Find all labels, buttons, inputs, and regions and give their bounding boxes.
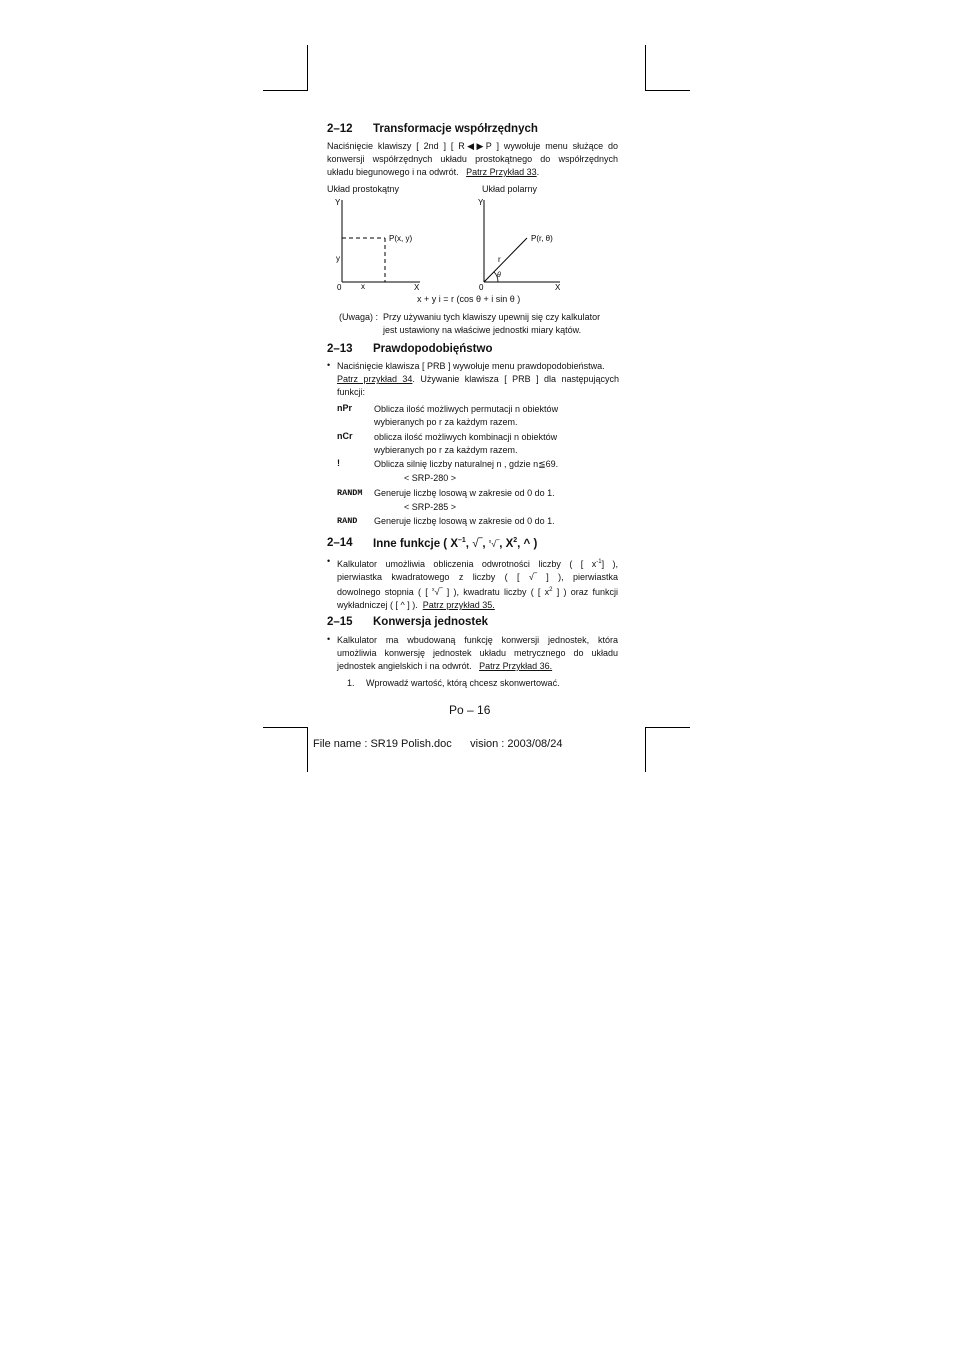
crop-mark-bl-h: [263, 727, 308, 728]
note-label: (Uwaga) :: [339, 312, 379, 322]
page-number: Po – 16: [449, 703, 491, 717]
rect-y-tick-label: y: [336, 254, 340, 263]
arrows-icon: ◀▶: [464, 141, 486, 151]
section-number: 2–15: [327, 616, 353, 628]
rect-x-tick-label: x: [361, 282, 365, 291]
bullet: •: [327, 634, 331, 644]
paragraph-line: pierwiastka kwadratowego z liczby ( [ √‾ ] ), pierwiastka: [337, 572, 618, 582]
step-number: 1.: [347, 678, 355, 688]
example-link[interactable]: Patrz przykład 34: [337, 374, 413, 384]
crop-mark-tr-v: [645, 45, 646, 90]
crop-mark-tr-h: [645, 90, 690, 91]
paragraph-2-14: [337, 556, 618, 612]
polar-theta-label: θ: [497, 272, 501, 279]
paragraph-line: układu biegunowego i na odwrót. Patrz Przykład 33.: [327, 167, 540, 177]
rect-origin-label: 0: [337, 283, 342, 292]
section-title: Transformacje współrzędnych: [373, 123, 538, 135]
section-title: Prawdopodobięństwo: [373, 343, 493, 355]
polar-r-label: r: [498, 255, 501, 264]
model-label-srp280: < SRP-280 >: [404, 473, 457, 483]
bullet: •: [327, 360, 331, 370]
step-text: Wprowadź wartość, którą chcesz skonwertować.: [366, 678, 560, 688]
bullet: •: [327, 556, 331, 566]
nth-root-icon: $^x$√‾: [432, 587, 443, 597]
paragraph-2-13: [337, 360, 619, 399]
rect-diagram: [335, 198, 420, 292]
term-rand: RAND: [337, 516, 358, 526]
paragraph-2-12: [327, 140, 618, 179]
term-ncr-desc: oblicza ilość możliwych kombinacji n obiektów wybieranych po r za każdym razem.: [374, 432, 558, 455]
polar-diagram: [478, 198, 561, 292]
crop-mark-br-h: [645, 727, 690, 728]
rect-system-label: Układ prostokątny: [327, 184, 400, 194]
term-rand-desc: Generuje liczbę losową w zakresie od 0 do 1.: [374, 516, 555, 526]
paragraph-line: Kalkulator ma wbudowaną funkcję konwersji jednostek, która: [337, 635, 618, 645]
paragraph-line: dowolnego stopnia ( [ $^x$√‾ ] ), kwadratu liczby ( [ $x^2$ ] ) oraz funkcji: [337, 587, 618, 597]
crop-mark-br-v: [645, 727, 646, 772]
paragraph-line: funkcji:: [337, 387, 366, 397]
section-number: 2–13: [327, 343, 353, 355]
crop-mark-tl-h: [263, 90, 308, 91]
section-number: 2–12: [327, 123, 353, 135]
example-link[interactable]: Patrz przykład 35.: [422, 600, 495, 610]
paragraph-2-15: [337, 634, 618, 673]
nth-root-icon: $^x$√‾: [488, 538, 500, 549]
coordinate-diagrams: [320, 194, 580, 294]
paragraph-line: Patrz przykład 34. Używanie klawisza [ PRB ] dla następujących: [337, 374, 620, 384]
sqrt-icon: √‾: [472, 537, 483, 550]
polar-system-label: Układ polarny: [482, 184, 538, 194]
polar-axis-y-label: Y: [478, 198, 484, 207]
rect-axis-x-label: X: [414, 283, 420, 292]
term-randm: RANDM: [337, 488, 363, 498]
note-line: jest ustawiony na właściwe jednostki miary kątów.: [383, 325, 582, 335]
polar-formula: x + y i = r (cos θ + i sin θ ): [417, 294, 521, 304]
paragraph-line: Kalkulator umożliwia obliczenia odwrotności liczby ( [ $x^{-1}$] ),: [337, 559, 619, 569]
example-link[interactable]: Patrz Przykład 36.: [479, 661, 553, 671]
polar-point-label: P(r, θ): [531, 234, 553, 243]
crop-mark-bl-v: [307, 727, 308, 772]
section-number: 2–14: [327, 537, 353, 549]
rect-point-label: P(x, y): [389, 234, 413, 243]
section-title: Inne funkcje ( $X^{-1}$, √‾, $^x$√‾, $X^2$, ^ ): [373, 537, 538, 550]
term-factorial: !: [337, 458, 340, 468]
paragraph-line: umożliwia konwersję jednostek układu metrycznego do układu: [337, 648, 618, 658]
example-link[interactable]: Patrz Przykład 33: [466, 167, 537, 177]
paragraph-line: jednostek angielskich i na odwrót. Patrz Przykład 36.: [337, 661, 553, 671]
model-label-srp285: < SRP-285 >: [404, 502, 457, 512]
paragraph-line: Naciśnięcie klawiszy [ 2nd ] [ R◀▶P ] wywołuje menu służące do: [327, 141, 619, 151]
term-ncr: nCr: [337, 431, 353, 441]
paragraph-line: konwersji współrzędnych układu prostokątnego do współrzędnych: [327, 154, 618, 164]
term-factorial-desc: Oblicza silnię liczby naturalnej n , gdzie n≦69.: [374, 459, 559, 469]
section-title: Konwersja jednostek: [373, 616, 489, 628]
term-npr-desc: Oblicza ilość możliwych permutacji n obiektów wybieranych po r za każdym razem.: [374, 404, 559, 427]
polar-origin-label: 0: [479, 283, 484, 292]
crop-mark-tl-v: [307, 45, 308, 90]
paragraph-line: wykładniczej ( [ ^ ] ). Patrz przykład 35.: [337, 600, 495, 610]
term-npr: nPr: [337, 403, 353, 413]
note-text: [383, 311, 619, 337]
term-randm-desc: Generuje liczbę losową w zakresie od 0 do 1.: [374, 488, 555, 498]
footer-file-info: File name : SR19 Polish.doc vision : 2003/08/24: [313, 738, 563, 750]
polar-axis-x-label: X: [555, 283, 561, 292]
paragraph-line: Naciśnięcie klawisza [ PRB ] wywołuje menu prawdopodobieństwa.: [337, 361, 605, 371]
note-line: Przy używaniu tych klawiszy upewnij się czy kalkulator: [383, 312, 601, 322]
rect-axis-y-label: Y: [335, 198, 341, 207]
